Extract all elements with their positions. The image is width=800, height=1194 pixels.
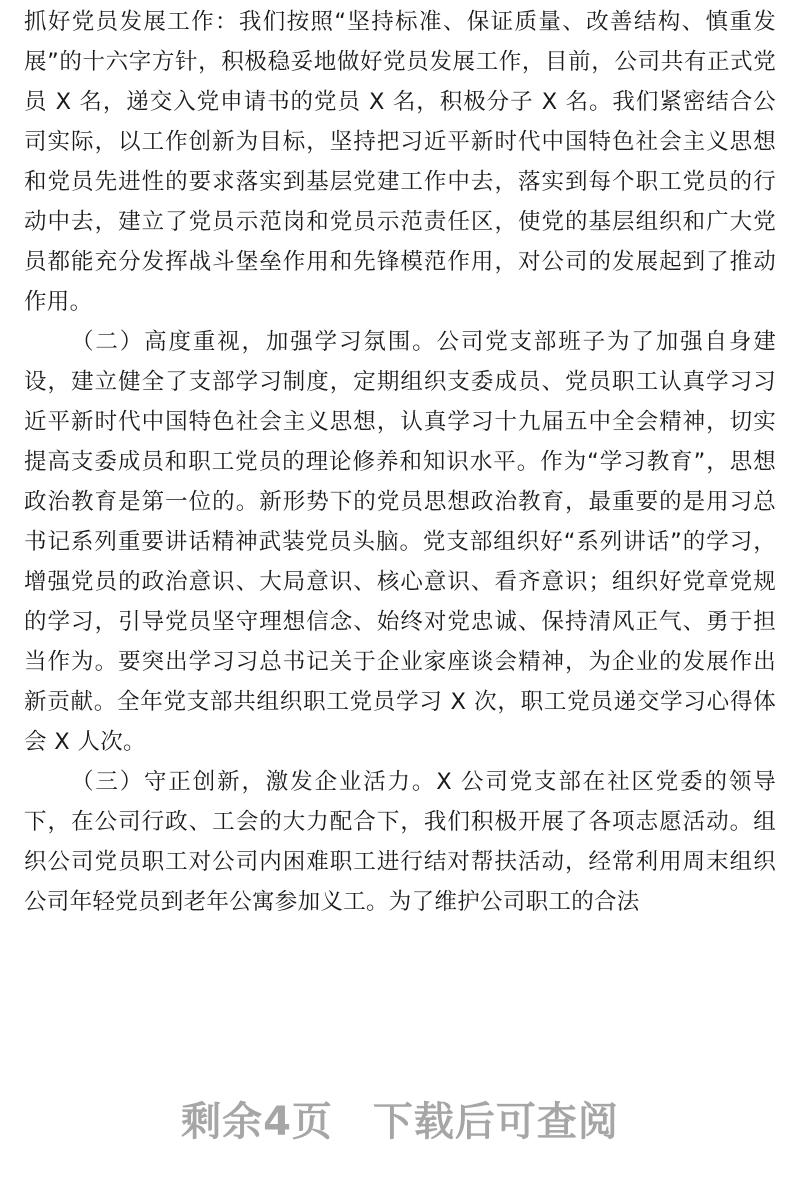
paragraph-party-member-development: 抓好党员发展工作：我们按照“坚持标准、保证质量、改善结构、慎重发展”的十六字方针，积极稳妥地做好党员发展工作，目前，公司共有正式党员 X 名，递交入党申请书的党员 X 名，积极分子 X 名。我们紧密结合公司实际，以工作创新为目标，坚持把习近平新时代中国特色社会主义思想和党员先进性的要求落实到基层党建工作中去，落实到每个职工党员的行动中去，建立了党员示范岗和党员示范责任区，使党的基层组织和广大党员都能充分发挥战斗堡垒作用和先锋模范作用，对公司的发展起到了推动作用。 (24, 9, 776, 315)
document-body (24, 2, 776, 922)
remaining-pages-label: 剩余4页 (181, 1099, 333, 1145)
download-prompt (0, 1090, 800, 1147)
paragraph-study-atmosphere: （二）高度重视，加强学习氛围。公司党支部班子为了加强自身建设，建立健全了支部学习制度，定期组织支委成员、党员职工认真学习习近平新时代中国特色社会主义思想，认真学习十九届五中全会精神，切实提高支委成员和职工党员的理论修养和知识水平。作为“学习教育”，思想政治教育是第一位的。新形势下的党员思想政治教育，最重要的是用习总书记系列重要讲话精神武装党员头脑。党支部组织好“系列讲话”的学习，增强党员的政治意识、大局意识、核心意识、看齐意识；组织好党章党规的学习，引导党员坚守理想信念、始终对党忠诚、保持清风正气、勇于担当作为。要突出学习习总书记关于企业家座谈会精神，为企业的发展作出新贡献。全年党支部共组织职工党员学习 X 次，职工党员递交学习心得体会 X 人次。 (24, 329, 776, 755)
paragraph-innovation-vitality: （三）守正创新，激发企业活力。X 公司党支部在社区党委的领导下，在公司行政、工会的大力配合下，我们积极开展了各项志愿活动。组织公司党员职工对公司内困难职工进行结对帮扶活动，经常利用周末组织公司年轻党员到老年公寓参加义工。为了维护公司职工的合法 (24, 769, 776, 915)
download-hint-label: 下载后可查阅 (372, 1099, 619, 1145)
